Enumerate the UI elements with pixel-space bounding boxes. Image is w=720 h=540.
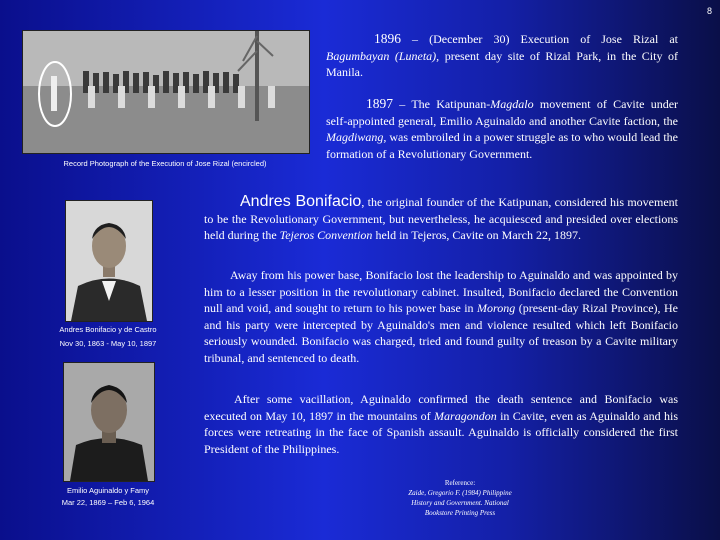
bonifacio-caption-name: Andres Bonifacio y de Castro [59, 325, 157, 334]
reference-block [360, 478, 560, 518]
bonifacio-name: Andres Bonifacio [240, 193, 362, 210]
bonifacio-caption-dates: Nov 30, 1863 - May 10, 1897 [59, 339, 157, 348]
reference-line: Zaide, Gregorio F. (1984) Philippine [408, 489, 512, 497]
aguinaldo-caption-dates: Mar 22, 1869 – Feb 6, 1964 [61, 498, 155, 507]
year-1896: 1896 [374, 31, 401, 46]
slide-number: 8 [706, 6, 712, 16]
aguinaldo-caption-name: Emilio Aguinaldo y Famy [66, 486, 150, 495]
paragraph-1897: 1897 – The Katipunan-Magdalo movement of Cavite under self-appointed general, Emilio Aguinaldo and another Cavite faction, the Magdiwang, was embroiled in a power struggle as to who would lead the formation of a Revolutionary Government. [326, 96, 679, 161]
execution-caption: Record Photograph of the Execution of Jose Rizal (encircled) [63, 159, 267, 168]
year-1897: 1897 [366, 96, 393, 111]
aguinaldo-portrait [63, 362, 155, 482]
reference-line: History and Government. National [411, 499, 509, 507]
paragraph-away: Away from his power base, Bonifacio lost the leadership to Aguinaldo and was appointed by him to a lesser position in the revolutionary cabinet. Insulted, Bonifacio declared the Convention null and void, and sought to return to his power base in Morong (present-day Rizal Province), He and his party were intercepted by Aguinaldo's men and violence resulted which left Bonifacio seriously wounded. Bonifacio was charged, tried and found guilty of treason by a Cavite military tribunal, and sentenced to death. [204, 268, 678, 365]
execution-photo [22, 30, 310, 154]
bonifacio-portrait [65, 200, 153, 322]
paragraph-bonifacio: Andres Bonifacio, the original founder of the Katipunan, considered his movement to be the Revolutionary Government, but nevertheless, he acquiesced and presided over elections held during the Tejeros Convention held in Tejeros, Cavite on March 22, 1897. [204, 193, 678, 242]
paragraph-after: After some vacillation, Aguinaldo confirmed the death sentence and Bonifacio was executed on May 10, 1897 in the mountains of Maragondon in Cavite, even as Aguinaldo and his forces were retreating in the face of Spanish assault. Aguinaldo is officially considered the first President of the Philippines. [204, 392, 679, 456]
reference-title: Reference: [444, 479, 476, 487]
paragraph-1896: 1896 – (December 30) Execution of Jose Rizal at Bagumbayan (Luneta), present day site of Rizal Park, in the City of Manila. [326, 31, 678, 79]
reference-line: Bookstore Printing Press [424, 509, 496, 517]
